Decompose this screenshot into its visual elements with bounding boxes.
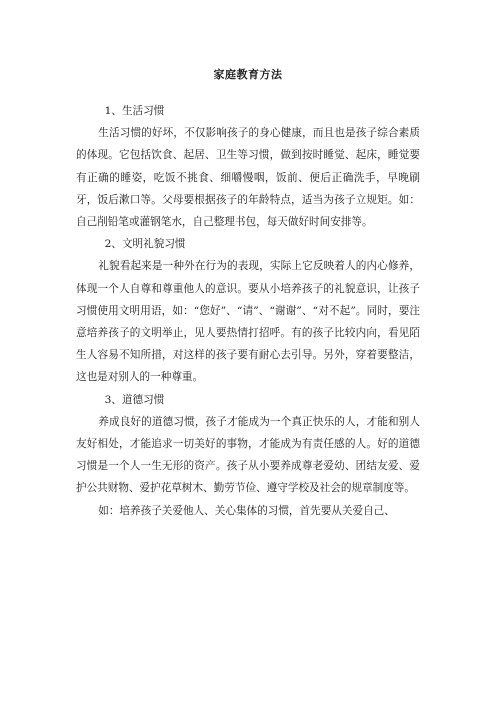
section-heading-living-habits: 1、生活习惯 (104, 105, 165, 117)
paragraph-living-habits: 生活习惯的好坏，不仅影响孩子的身心健康，而且也是孩子综合素质的体现。它包括饮食、起居、卫生等习惯，做到按时睡觉、起床，睡觉要有正确的睡姿，吃饭不挑食、细嚼慢咽，饭前、便后正确洗手，早晚刷牙，饭后漱口等。父母要根据孩子的年龄特点，适当为孩子立规矩。如：自己削铅笔或灌钢笔水，自己整理书包，每天做好时间安排等。 (76, 127, 420, 229)
paragraph-example: 如：培养孩子关爱他人、关心集体的习惯，首先要从关爱自己、 (98, 504, 395, 517)
section-heading-manners: 2、文明礼貌习惯 (104, 238, 186, 251)
paragraph-manners: 礼貌看起来是一种外在行为的表现，实际上它反映着人的内心修养，体现一个人自尊和尊重他人的意识。要从小培养孩子的礼貌意识，让孩子习惯使用文明用语，如：“您好”、“请”、“谢谢”、“对不起”。同时，要注意培养孩子的文明举止，见人要热情打招呼。有的孩子比较内向，看见陌生人容易不知所措，对这样的孩子要有耐心去引导。另外，穿着要整洁，这也是对别人的一种尊重。 (76, 260, 420, 384)
paragraph-morality: 养成良好的道德习惯，孩子才能成为一个真正快乐的人，才能和别人友好相处，才能追求一切美好的事物，才能成为有责任感的人。好的道德习惯是一个人一生无形的资产。孩子从小要养成尊老爱幼、团结友爱、爱护公共财物、爱护花草树木、勤劳节俭、遵守学校及社会的规章制度等。 (76, 415, 420, 495)
section-heading-morality: 3、道德习惯 (104, 393, 165, 406)
document-title: 家庭教育方法 (213, 68, 283, 81)
document-body (76, 100, 420, 522)
